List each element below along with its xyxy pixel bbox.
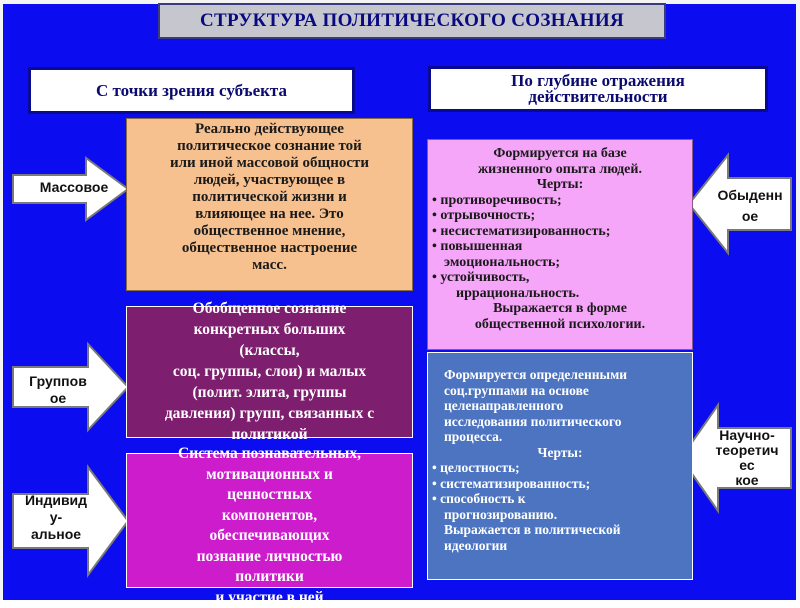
sci-intro-line: исследования политического — [432, 414, 688, 430]
everyday-description-box — [427, 139, 693, 350]
arrow-indiv-label-line1: Индивид — [16, 492, 96, 509]
sci-intro-line: процесса. — [432, 429, 688, 445]
mass-description-box — [126, 118, 413, 291]
left-border — [0, 0, 3, 600]
indiv-line: мотивационных и — [131, 465, 408, 486]
arrow-group — [12, 343, 129, 431]
mass-line: политической жизни и — [133, 189, 406, 206]
arrow-sci — [680, 404, 792, 512]
arrow-sci-label-line3: ес — [704, 458, 790, 473]
group-line: конкретных больших — [131, 319, 408, 340]
sci-intro-line: целенаправленного — [432, 398, 688, 414]
mass-line: общественное мнение, — [133, 223, 406, 240]
group-line: (классы, — [131, 340, 408, 361]
header-depth-line2: действительности — [511, 89, 685, 105]
group-line: давления) групп, связанных с — [131, 403, 408, 424]
group-line: политикой — [131, 424, 408, 445]
everyday-intro-line2: жизненного опыта людей. — [432, 162, 688, 178]
mass-line: общественное настроение — [133, 240, 406, 257]
arrow-sci-label — [704, 428, 790, 488]
indiv-line: политики — [131, 567, 408, 588]
everyday-outro-line1: Выражается в форме — [432, 301, 688, 317]
sci-trait: • способность к — [432, 491, 688, 507]
sci-intro-line: соц.группами на основе — [432, 383, 688, 399]
indiv-line: обеспечивающих — [131, 526, 408, 547]
individual-description-box — [126, 453, 413, 588]
everyday-traits-label: Черты: — [432, 177, 688, 193]
everyday-trait: • устойчивость, — [432, 270, 688, 286]
right-border — [796, 0, 800, 600]
everyday-trait: • повышенная — [432, 239, 688, 255]
group-line: Обобщенное сознание — [131, 298, 408, 319]
everyday-intro-line1: Формируется на базе — [432, 146, 688, 162]
header-depth-line1: По глубине отражения — [511, 73, 685, 89]
sci-intro-line: Формируется определенными — [432, 367, 688, 383]
group-line: (полит. элита, группы — [131, 382, 408, 403]
sci-trait-cont: прогнозированию. — [432, 507, 688, 523]
mass-line: или иной массовой общности — [133, 155, 406, 172]
arrow-sci-label-line4: кое — [704, 473, 790, 488]
arrow-sci-label-line2: теоретич — [704, 443, 790, 458]
everyday-trait-cont: иррациональность. — [432, 286, 688, 302]
everyday-trait: • противоречивость; — [432, 193, 688, 209]
indiv-line: Система познавательных, — [131, 444, 408, 465]
indiv-line: ценностных — [131, 485, 408, 506]
mass-line: политическое сознание той — [133, 138, 406, 155]
arrow-indiv-label-line2: у- — [16, 509, 96, 526]
sci-trait: • систематизированность; — [432, 476, 688, 492]
mass-line: Реально действующее — [133, 121, 406, 138]
sci-outro-line2: идеологии — [432, 538, 688, 554]
header-subject — [28, 67, 355, 114]
everyday-trait: • отрывочность; — [432, 208, 688, 224]
header-subject-label: С точки зрения субъекта — [96, 83, 287, 99]
arrow-everyday-label — [708, 185, 792, 227]
arrow-everyday-label-line2: ое — [708, 206, 792, 227]
sci-trait: • целостность; — [432, 460, 688, 476]
arrow-group-label-line2: ое — [20, 390, 96, 407]
arrow-mass — [12, 157, 129, 221]
page-title: СТРУКТУРА ПОЛИТИЧЕСКОГО СОЗНАНИЯ — [158, 3, 666, 39]
arrow-indiv-label — [16, 492, 96, 543]
arrow-everyday-label-line1: Обыденн — [708, 185, 792, 206]
everyday-trait-cont: эмоциональность; — [432, 255, 688, 271]
mass-line: влияющее на нее. Это — [133, 206, 406, 223]
scientific-description-box — [427, 352, 693, 580]
group-description-box — [126, 306, 413, 438]
arrow-indiv-label-line3: альное — [16, 526, 96, 543]
indiv-line: познание личностью — [131, 547, 408, 568]
mass-line: масс. — [133, 257, 406, 274]
arrow-everyday — [688, 154, 792, 254]
everyday-outro-line2: общественной психологии. — [432, 317, 688, 333]
sci-traits-label: Черты: — [432, 445, 688, 461]
indiv-line: и участие в ней — [131, 588, 408, 608]
arrow-mass-label: Массовое — [24, 179, 124, 195]
everyday-trait: • несистематизированность; — [432, 224, 688, 240]
arrow-sci-label-line1: Научно- — [704, 428, 790, 443]
indiv-line: компонентов, — [131, 506, 408, 527]
arrow-group-label-line1: Группов — [20, 373, 96, 390]
arrow-group-label — [20, 373, 96, 407]
header-depth — [428, 66, 768, 112]
mass-line: людей, участвующее в — [133, 172, 406, 189]
arrow-indiv — [12, 466, 129, 576]
group-line: соц. группы, слои) и малых — [131, 361, 408, 382]
sci-outro-line1: Выражается в политической — [432, 522, 688, 538]
